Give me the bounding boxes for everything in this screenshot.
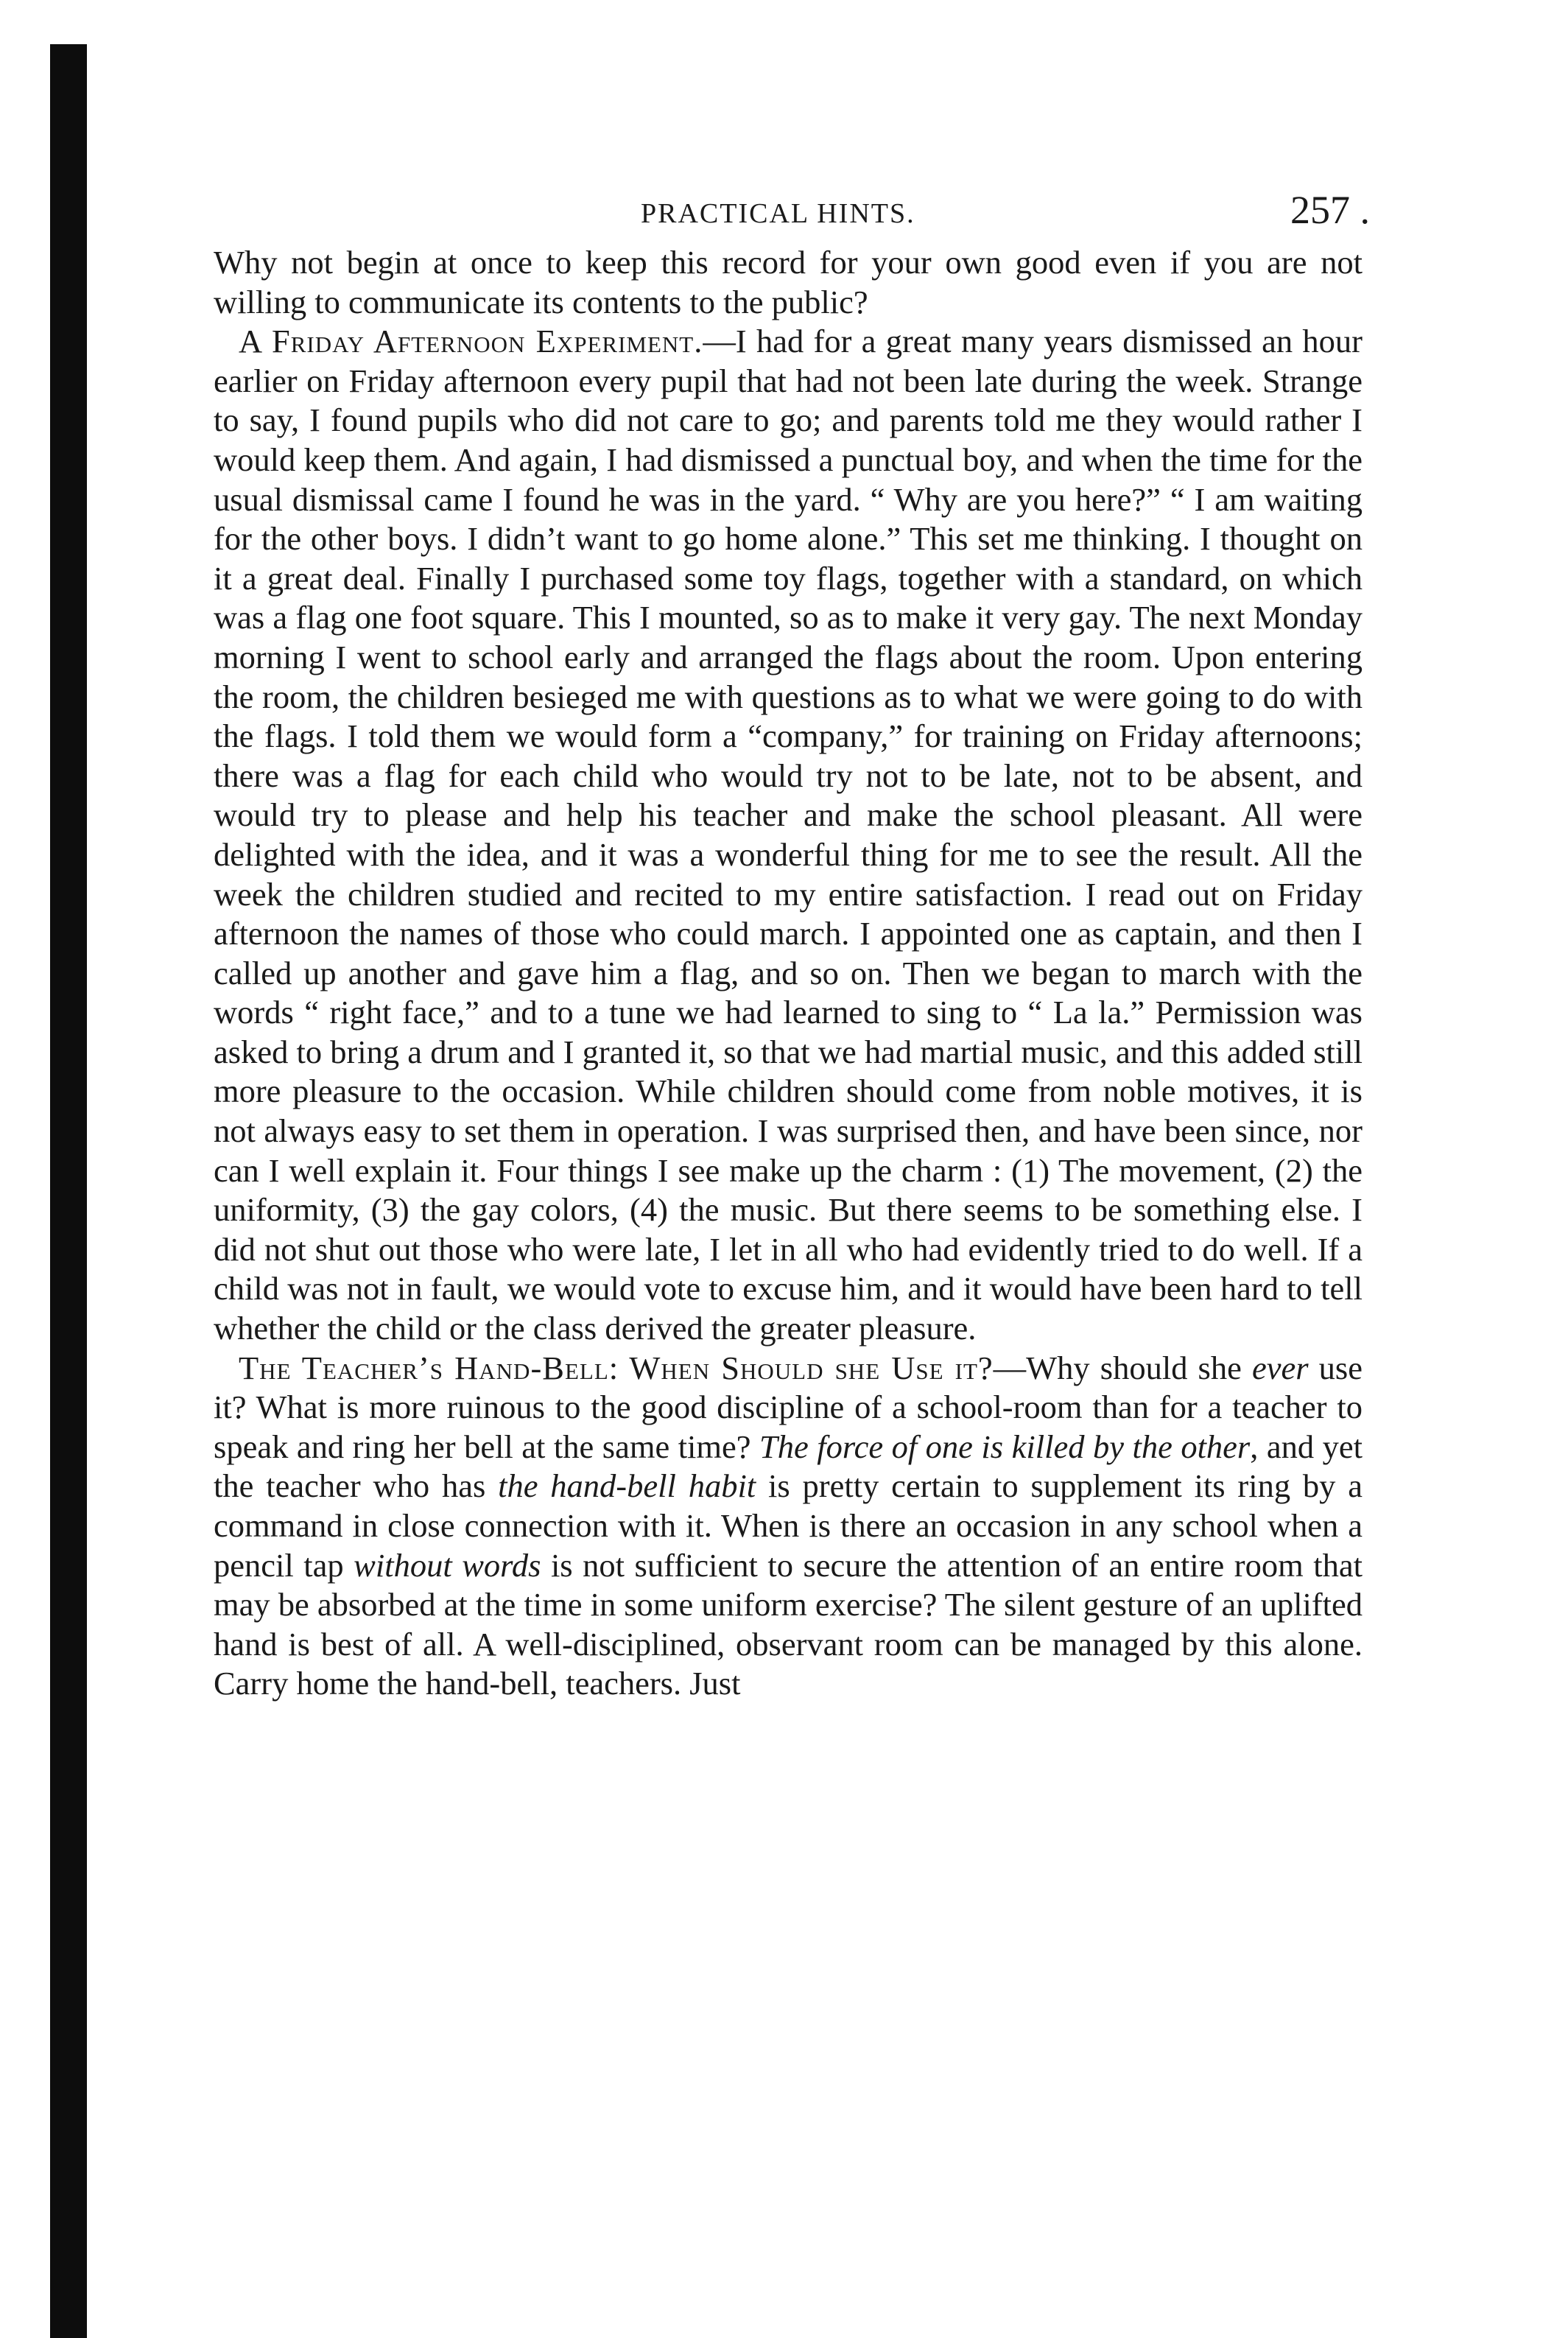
running-head — [214, 184, 1370, 243]
book-page — [214, 184, 1370, 1704]
hand-bell-text-d: is pretty certain to supplement its ring by a command in close connection with it. When is there an occasion in any school when a pencil tap — [214, 1467, 1363, 1584]
page-number: 257 . — [1290, 188, 1370, 232]
italic-force: The force of one is killed by the other — [759, 1428, 1251, 1465]
italic-ever: ever — [1251, 1349, 1309, 1386]
hand-bell-text-e: is not sufficient to secure the attention of an entire room that may be absorbed at the time in some uniform exercise? The silent gesture of an uplifted hand is best of all. A well-disciplined, observant room can be managed by this alone. Carry home the hand-bell, teachers. Just — [214, 1546, 1363, 1702]
italic-hand-bell-habit: the hand-bell habit — [498, 1467, 756, 1505]
section-heading-friday-experiment: A Friday Afternoon Experiment. — [239, 323, 703, 360]
paragraph-record-text: Why not begin at once to keep this record for your own good even if you are not willing to communicate its contents to the public? — [214, 244, 1363, 320]
body-text — [214, 243, 1363, 1704]
hand-bell-text-b: use it? What is more ruinous to the good discipline of a school-room than for a teacher to speak and ring her bell at the same time? — [214, 1349, 1363, 1465]
page-binding-edge — [50, 44, 87, 2338]
paragraph-record — [214, 243, 1363, 322]
hand-bell-text-c: , and yet the teacher who has — [214, 1428, 1363, 1505]
paragraph-friday-experiment-text: —I had for a great many years dismissed an hour earlier on Friday afternoon every pupil that had not been late during the week. Strange to say, I found pupils who did not care to go; and parents told me they would rather I would keep them. And again, I had dismissed a punctual boy, and when the time for the usual dismissal came I found he was in the yard. “ Why are you here?” “ I am waiting for the other boys. I didn’t want to go home alone.” This set me thinking. I thought on it a great deal. Finally I purchased some toy flags, together with a standard, on which was a flag one foot square. This I mounted, so as to make it very gay. The next Monday morning I went to school early and arranged the flags about the room. Upon entering the room, the children besieged me with questions as to what we were going to do with the flags. I told them we would form a “company,” for training on Friday afternoons; there was a flag for each child who would try not to be late, not to be absent, and would try to please and help his teacher and make the school pleasant. All were delighted with the idea, and it was a wonderful thing for me to see the result. All the week the children studied and recited to my entire satisfaction. I read out on Friday afternoon the names of those who could march. I appointed one as captain, and then I called up another and gave him a flag, and so on. Then we began to march with the words “ right face,” and to a tune we had learned to sing to “ La la.” Permission was asked to bring a drum and I granted it, so that we had martial music, and this added still more pleasure to the occasion. While children should come from noble motives, it is not always easy to set them in operation. I was surprised then, and have been since, nor can I well explain it. Four things I see make up the charm : (1) The movement, (2) the uniformity, (3) the gay colors, (4) the music. But there seems to be something else. I did not shut out those who were late, I let in all who had evidently tried to do well. If a child was not in fault, we would vote to excuse him, and it would have been hard to tell whether the child or the class derived the greater pleasure. — [214, 323, 1363, 1347]
hand-bell-text-a: —Why should she — [993, 1349, 1252, 1386]
running-title: PRACTICAL HINTS. — [641, 198, 915, 229]
paragraph-hand-bell — [214, 1349, 1363, 1704]
paragraph-friday-experiment — [214, 322, 1363, 1348]
section-heading-hand-bell: The Teacher’s Hand-Bell: When Should she Use it? — [239, 1349, 994, 1386]
italic-without-words: without words — [354, 1546, 541, 1584]
